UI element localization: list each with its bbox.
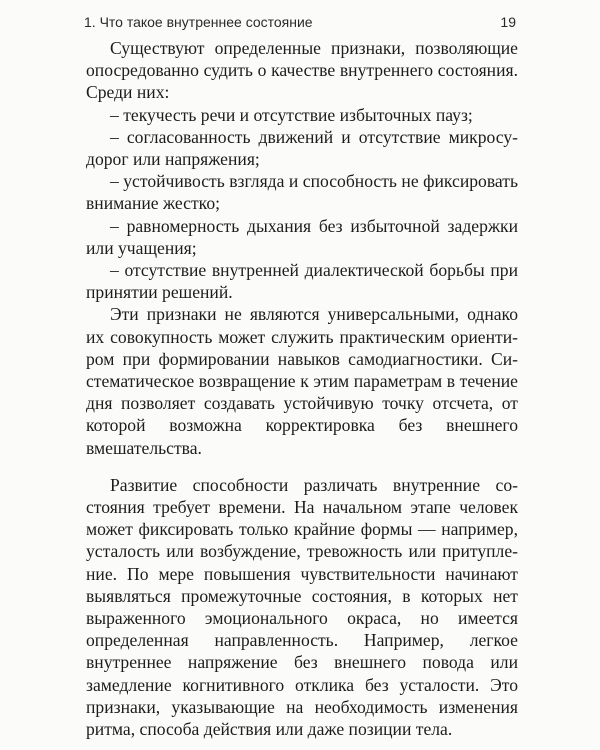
paragraph-development: Развитие способности различать внутренние состояния требует времени. На начальном этапе человек может фиксировать только крайние формы — например, усталость или возбуждение, тревожность или притупление. По мере повышения чувствительности начинают выявляться промежуточные состояния, в которых нет выраженного эмоционального окраса, но имеется определенная направленность. Например, легкое внутреннее напряжение без внешнего повода или замедление когнитивного отклика без усталости. Это признаки, указывающие на необходимость изменения ритма, способа действия или даже позиции тела. bbox=[86, 474, 518, 740]
page-number: 19 bbox=[500, 14, 516, 30]
paragraph-signs: Эти признаки не являются универсальными, однако их совокупность может служить практическим ориентиром при формировании навыков самодиагностики. Систематическое возвращение к этим параметрам в течение дня позволяет создавать устойчивую точку отсчета, от которой возможна корректировка без внешнего вмешательства. bbox=[86, 304, 518, 458]
list-item: – устойчивость взгляда и способность не фиксировать внимание жестко; bbox=[86, 171, 518, 214]
list-item: – равномерность дыхания без избыточной задержки или учащения; bbox=[86, 215, 518, 258]
list-item: – согласованность движений и отсутствие микросудорог или напряжения; bbox=[86, 126, 518, 170]
list-item: – текучесть речи и отсутствие избыточных пауз; bbox=[110, 104, 473, 125]
paragraph-gap bbox=[86, 459, 518, 474]
intro-paragraph: Существуют определенные признаки, позволяющие опосредованно судить о качестве внутреннего состояния. Среди них: bbox=[86, 38, 518, 103]
running-header bbox=[84, 14, 516, 34]
list-item: – отсутствие внутренней диалектической борьбы при принятии решений. bbox=[86, 260, 518, 303]
running-title: 1. Что такое внутреннее состояние bbox=[84, 14, 313, 30]
body-text bbox=[86, 37, 518, 740]
